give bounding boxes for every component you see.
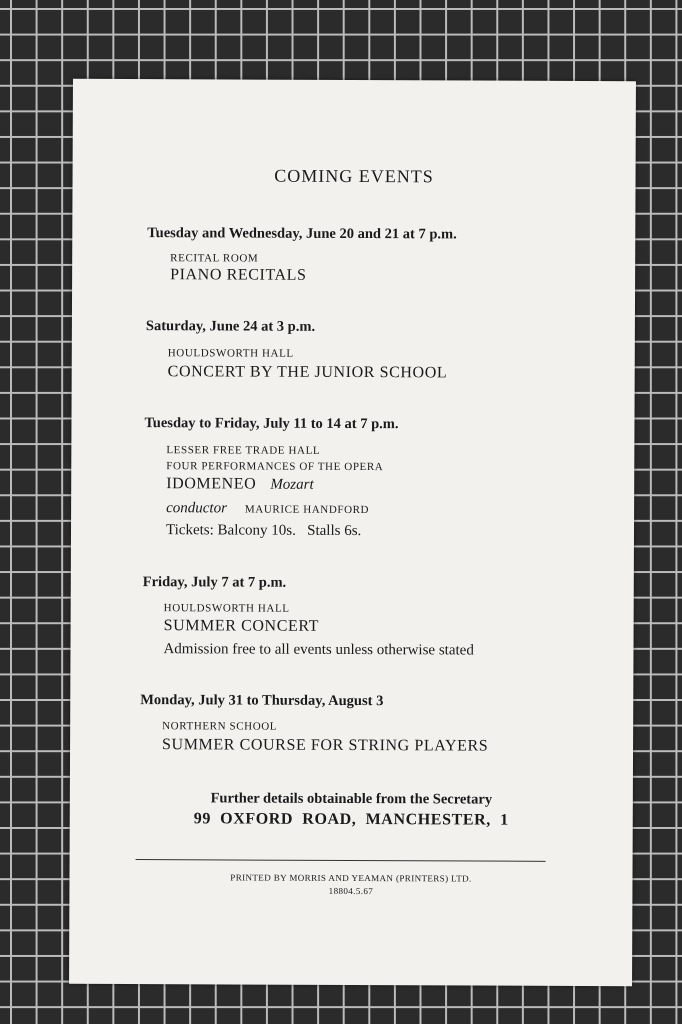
event-4-date: Friday, July 7 at 7 p.m. xyxy=(142,574,287,591)
event-5-date: Monday, July 31 to Thursday, August 3 xyxy=(140,692,384,710)
event-3-date: Tuesday to Friday, July 11 to 14 at 7 p.m. xyxy=(144,415,399,433)
secretary-address: 99 OXFORD ROAD, MANCHESTER, 1 xyxy=(193,810,509,829)
print-reference: 18804.5.67 xyxy=(328,885,374,897)
programme-page xyxy=(69,79,636,986)
event-2-venue: HOULDSWORTH HALL xyxy=(167,347,294,360)
conductor-label: conductor xyxy=(166,500,227,517)
event-3-title-line xyxy=(166,475,314,494)
event-3-conductor-line xyxy=(166,499,369,518)
event-3-venue: LESSER FREE TRADE HALL xyxy=(166,444,321,457)
event-1-date: Tuesday and Wednesday, June 20 and 21 at 7 p.m. xyxy=(147,225,457,243)
further-details-line: Further details obtainable from the Secretary xyxy=(210,790,493,808)
event-3-tickets: Tickets: Balcony 10s. Stalls 6s. xyxy=(165,522,362,540)
event-3-composer: Mozart xyxy=(270,476,314,493)
event-4-note: Admission free to all events unless otherwise stated xyxy=(163,641,474,659)
event-5-title: SUMMER COURSE FOR STRING PLAYERS xyxy=(162,736,489,755)
event-4-venue: HOULDSWORTH HALL xyxy=(163,602,290,615)
divider-rule xyxy=(136,859,546,862)
event-2-date: Saturday, June 24 at 3 p.m. xyxy=(145,318,316,335)
event-4-title: SUMMER CONCERT xyxy=(163,617,320,635)
page-title: COMING EVENTS xyxy=(274,165,434,187)
event-1-venue: RECITAL ROOM xyxy=(170,252,259,265)
event-3-subtitle: FOUR PERFORMANCES OF THE OPERA xyxy=(166,460,384,474)
event-1-title: PIANO RECITALS xyxy=(170,266,307,284)
printer-credit: PRINTED BY MORRIS AND YEAMAN (PRINTERS) LTD. xyxy=(230,872,472,884)
event-5-venue: NORTHERN SCHOOL xyxy=(162,720,278,733)
event-3-title: IDOMENEO xyxy=(166,475,257,493)
event-2-title: CONCERT BY THE JUNIOR SCHOOL xyxy=(167,363,448,382)
conductor-name: MAURICE HANDFORD xyxy=(244,503,370,517)
